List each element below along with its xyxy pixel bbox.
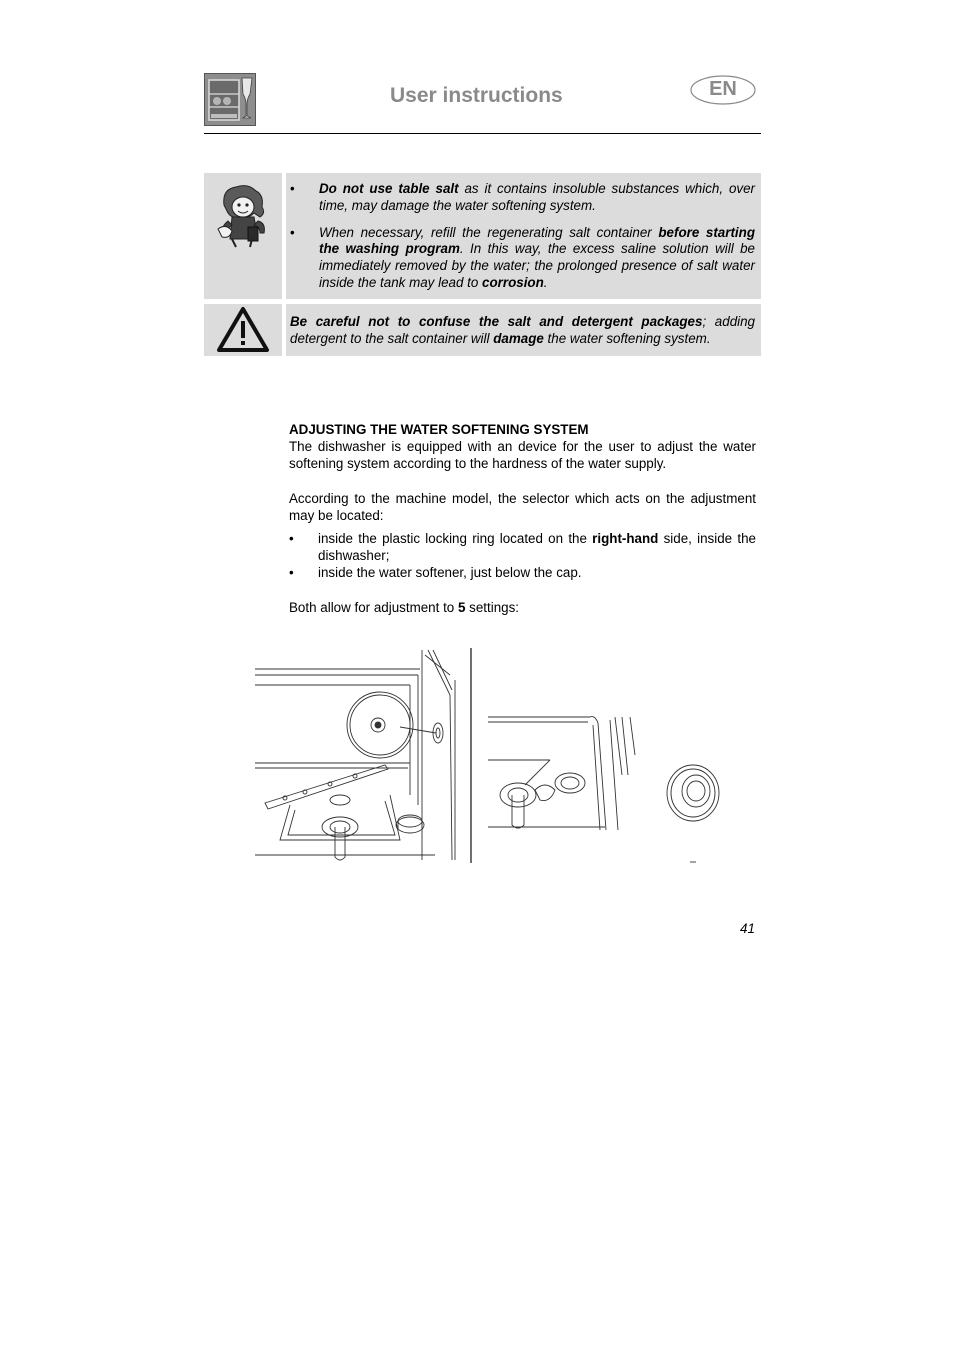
warning-icon-cell [204,304,282,356]
section-heading: ADJUSTING THE WATER SOFTENING SYSTEM [289,422,589,437]
list-item [289,565,756,582]
list-item-text [318,531,756,563]
spacer [289,581,756,600]
note-icon-cell [204,173,282,299]
bullet: • [290,181,295,196]
bullet: • [290,224,295,240]
text-run: ; adding detergent to the salt container will [290,314,756,346]
text-run: as it contains insoluble substances which, over time, may damage the water softening system. [319,181,756,213]
text-run: side, inside the dishwasher; [318,530,756,563]
emphasis-text: Be careful not to confuse the salt and detergent packages [290,314,703,329]
section-paragraph [289,600,756,617]
emphasis-text: 5 [457,600,466,616]
note-item [290,181,755,215]
page-number: 41 [740,921,755,936]
warning-text [290,314,755,348]
softener-illustrations [250,645,730,870]
bullet: • [289,530,294,546]
text-run: . In this way, the excess saline solution will be immediately removed by the water; the prolonged presence of salt water inside the tank may lead to [319,241,755,290]
text-run: the water softening system. [543,330,711,346]
text-run: inside the plastic locking ring located on the [318,530,593,546]
mascot-icon [204,173,282,299]
note-item-text [319,181,755,213]
language-code: EN [709,78,737,100]
text-run: When necessary, refill the regenerating salt container [319,224,659,240]
list-item [289,531,756,565]
note-list [290,181,755,292]
emphasis-text: before starting the washing program [319,224,756,257]
emphasis-text: damage [493,330,544,346]
note-item [290,225,755,292]
emphasis-text: right-hand [592,530,659,546]
spacer [289,472,756,491]
location-list [289,531,756,581]
language-badge [690,75,756,105]
note-item-text [319,225,755,290]
text-run: Both allow for adjustment to [289,600,458,616]
list-item-text [318,565,582,580]
dishwasher-interior-illustration [255,650,455,860]
bullet: • [289,564,294,580]
emphasis-text: corrosion [482,274,544,290]
section-paragraph: According to the machine model, the selector which acts on the adjustment may be located: [289,491,756,524]
dishwasher-logo-icon [204,73,256,126]
warning-text-cell [286,304,761,356]
warning-triangle-icon [204,304,282,356]
page-title: User instructions [390,84,563,107]
water-softener-section [289,422,756,617]
section-paragraph: The dishwasher is equipped with an device for the user to adjust the water softening system according to the hardness of the water supply. [289,438,756,471]
emphasis-text: Do not use table salt [319,181,459,196]
text-run: . [543,274,548,290]
header-divider [204,133,761,134]
note-text-cell [286,173,761,299]
water-softener-illustration [488,717,719,862]
text-run: inside the water softener, just below the cap. [318,564,582,580]
text-run: settings: [465,600,520,616]
